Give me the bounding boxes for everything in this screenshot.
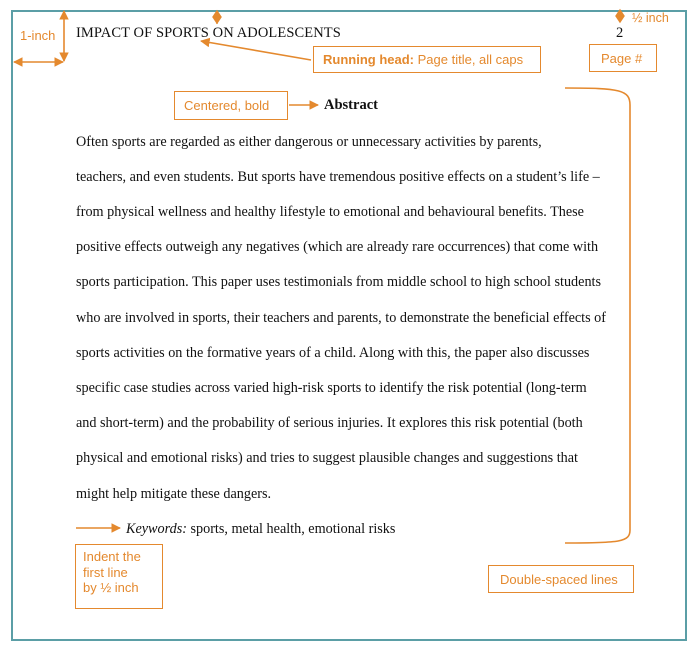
- abstract-line: specific case studies across varied high-risk sports to identify the risk potential (long-term: [76, 380, 587, 396]
- running-head: IMPACT OF SPORTS ON ADOLESCENTS: [76, 25, 341, 41]
- abstract-title: Abstract: [324, 97, 378, 113]
- keywords-label: Keywords:: [126, 521, 187, 537]
- abstract-line: sports activities on the formative years of a child. Along with this, the paper also discusses: [76, 345, 590, 361]
- page-number: 2: [616, 25, 624, 41]
- indent-callout-line: by ½ inch: [83, 580, 139, 596]
- one-inch-label: 1-inch: [20, 28, 56, 43]
- half-inch-label: ½ inch: [632, 11, 669, 25]
- running-head-callout-text: Page title, all caps: [417, 52, 524, 67]
- abstract-line: teachers, and even students. But sports have tremendous positive effects on a student’s life –: [76, 169, 600, 185]
- abstract-line: Often sports are regarded as either dangerous or unnecessary activities by parents,: [76, 134, 542, 150]
- running-head-callout: [313, 46, 541, 73]
- keywords-line: [126, 521, 395, 538]
- running-head-callout-bold: Running head:: [323, 52, 414, 67]
- indent-callout: [75, 544, 163, 609]
- abstract-line: positive effects outweigh any negatives (which are already rare occurrences) that come with: [76, 239, 599, 255]
- centered-bold-callout: Centered, bold: [174, 91, 288, 120]
- indent-callout-line: Indent the: [83, 549, 141, 564]
- abstract-line: sports participation. This paper uses testimonials from middle school to high school students: [76, 274, 602, 290]
- abstract-line: who are involved in sports, their teachers and parents, to demonstrate the beneficial effects of: [76, 310, 607, 326]
- page-number-callout: Page #: [589, 44, 657, 72]
- indent-callout-line: first line: [83, 564, 128, 580]
- abstract-line: and short-term) and the probability of serious injuries. It explores this risk potential (both: [76, 415, 583, 431]
- abstract-line: might help mitigate these dangers.: [76, 486, 272, 502]
- abstract-line: physical and emotional risks) and tries to suggest plausible changes and suggestions that: [76, 450, 578, 466]
- abstract-line: from physical wellness and healthy lifestyle to emotional and behavioural benefits. These: [76, 204, 584, 220]
- double-spaced-callout: Double-spaced lines: [488, 565, 634, 593]
- keywords-text: sports, metal health, emotional risks: [190, 521, 396, 537]
